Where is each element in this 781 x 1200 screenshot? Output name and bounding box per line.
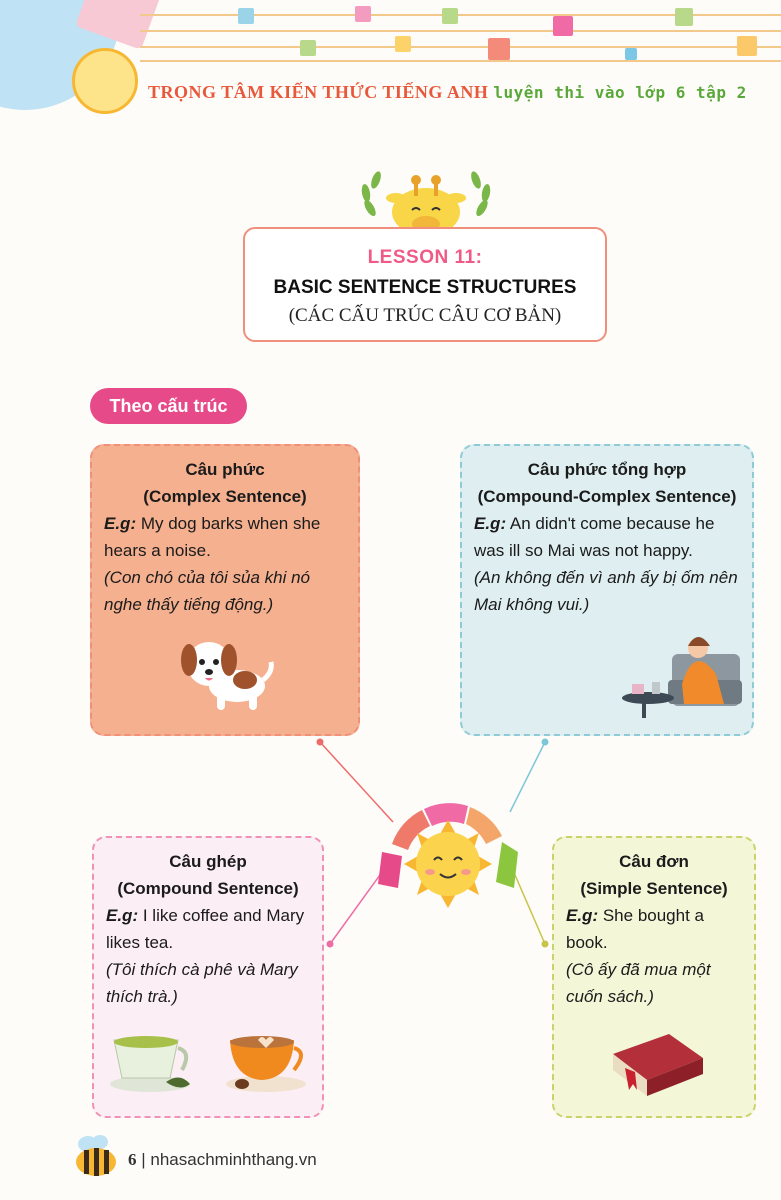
bee-icon	[72, 1134, 122, 1178]
eg-label: E.g:	[474, 514, 507, 533]
card-title-en: (Compound Sentence)	[117, 879, 299, 898]
publisher-website: nhasachminhthang.vn	[150, 1150, 317, 1169]
connector-dot	[327, 941, 334, 948]
card-title-en: (Compound-Complex Sentence)	[477, 487, 737, 506]
card-title-vi: Câu phức	[185, 460, 265, 479]
card-translation: (Con chó của tôi sủa khi nó nghe thấy tiếng động.)	[104, 568, 311, 614]
card-compound-complex-sentence	[460, 444, 754, 736]
example-text: She bought a book.	[566, 906, 704, 952]
card-translation: (Cô ấy đã mua một cuốn sách.)	[566, 960, 711, 1006]
lesson-name-vietnamese: (CÁC CẤU TRÚC CÂU CƠ BẢN)	[288, 305, 562, 326]
card-example	[474, 510, 740, 564]
card-title-en: (Simple Sentence)	[580, 879, 728, 898]
card-example	[566, 902, 742, 956]
connector-dot	[317, 739, 324, 746]
card-complex-sentence	[90, 444, 360, 736]
connector-dot	[542, 941, 549, 948]
card-title-vi: Câu đơn	[619, 852, 689, 871]
example-text: An didn't come because he was ill so Mai was not happy.	[474, 514, 715, 560]
page-number: 6	[128, 1150, 137, 1169]
green-tea-cup-icon	[106, 1024, 198, 1094]
eg-label: E.g:	[566, 906, 599, 925]
card-simple-sentence	[552, 836, 756, 1118]
puppy-icon	[175, 630, 275, 714]
card-title-vi: Câu phức tổng hợp	[527, 460, 687, 479]
card-translation: (An không đến vì anh ấy bị ốm nên Mai không vui.)	[474, 568, 738, 614]
drinks-illustration	[106, 1024, 310, 1094]
section-label: Theo cấu trúc	[90, 388, 247, 424]
example-text: My dog barks when she hears a noise.	[104, 514, 321, 560]
book-icon	[599, 1024, 709, 1104]
book-title-sub: luyện thi vào lớp 6 tập 2	[493, 83, 747, 102]
card-example	[106, 902, 310, 956]
connector-dot	[542, 739, 549, 746]
sick-girl-on-sofa-icon	[612, 624, 742, 724]
sun-hub-icon	[372, 792, 524, 924]
coffee-cup-icon	[224, 1024, 310, 1094]
eg-label: E.g:	[106, 906, 139, 925]
card-title-vi: Câu ghép	[169, 852, 247, 871]
example-text: I like coffee and Mary likes tea.	[106, 906, 305, 952]
card-compound-sentence	[92, 836, 324, 1118]
card-example	[104, 510, 346, 564]
lesson-number: LESSON 11:	[367, 247, 483, 268]
lesson-name: BASIC SENTENCE STRUCTURES	[273, 277, 577, 298]
card-title-en: (Complex Sentence)	[143, 487, 307, 506]
eg-label: E.g:	[104, 514, 137, 533]
book-title-main: TRỌNG TÂM KIẾN THỨC TIẾNG ANH	[148, 82, 489, 102]
card-translation: (Tôi thích cà phê và Mary thích trà.)	[106, 960, 298, 1006]
footer-separator: |	[141, 1150, 146, 1169]
page-footer	[128, 1150, 317, 1170]
